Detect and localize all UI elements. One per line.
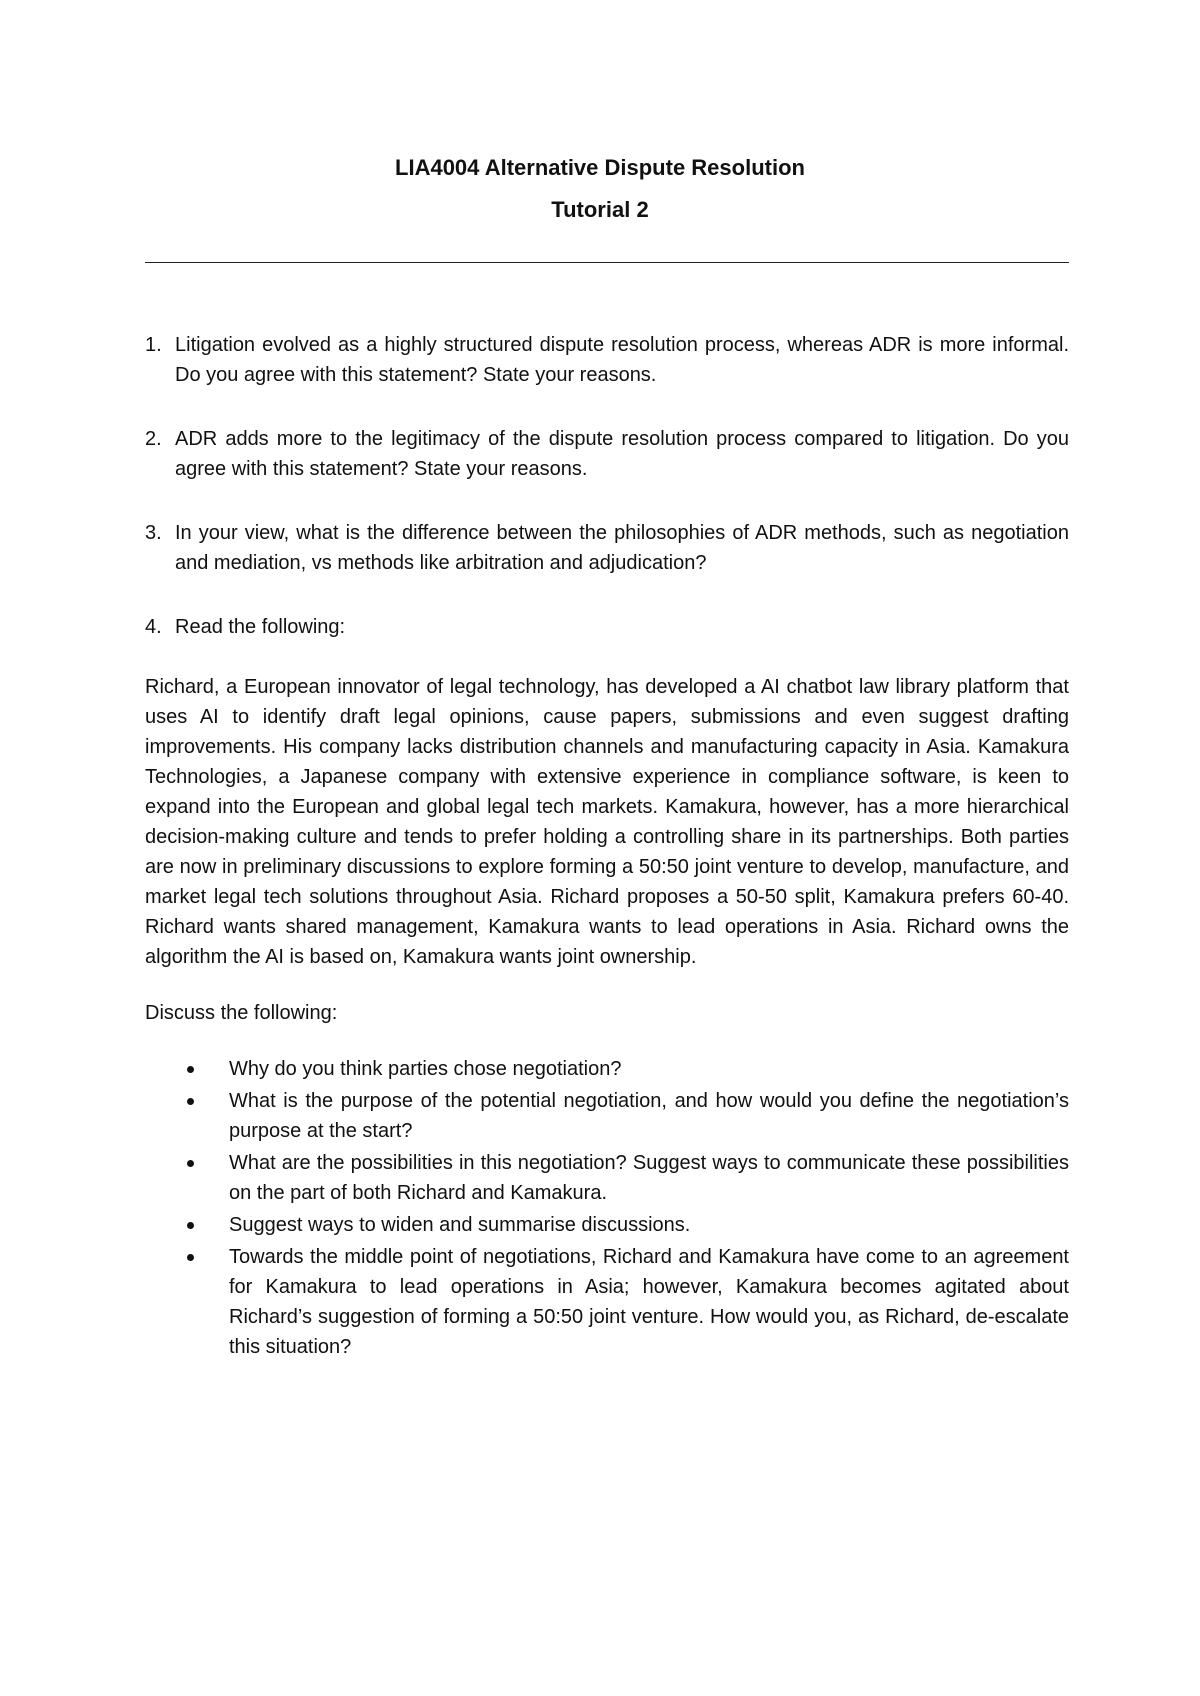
discussion-lead: Discuss the following: bbox=[145, 1002, 338, 1024]
question-text: Litigation evolved as a highly structured dispute resolution process, whereas ADR is more informal. Do you agree with this statement? State your reasons. bbox=[175, 334, 1069, 386]
question-number: 3. bbox=[145, 522, 162, 544]
question-text: In your view, what is the difference between the philosophies of ADR methods, such as negotiation and mediation, vs methods like arbitration and adjudication? bbox=[175, 522, 1069, 574]
bullet-icon bbox=[145, 1210, 229, 1240]
document-subtitle: Tutorial 2 bbox=[551, 197, 649, 222]
list-item bbox=[145, 1210, 1069, 1240]
question-item bbox=[145, 612, 1069, 642]
title-divider bbox=[145, 262, 1069, 263]
question-text: Read the following: bbox=[175, 616, 346, 638]
bullet-icon bbox=[145, 1086, 229, 1146]
document-body bbox=[145, 330, 1069, 1364]
list-item-text: Towards the middle point of negotiations, Richard and Kamakura have come to an agreement for Kamakura to lead operations in Asia; however, Kamakura becomes agitated about Richard’s suggestion of forming a 50:50 joint venture. How would you, as Richard, de-escalate this situation? bbox=[229, 1246, 1069, 1358]
list-item bbox=[145, 1148, 1069, 1208]
bullet-icon bbox=[145, 1054, 229, 1084]
list-item bbox=[145, 1242, 1069, 1362]
question-item bbox=[145, 424, 1069, 484]
list-item-text: What are the possibilities in this negotiation? Suggest ways to communicate these possibilities on the part of both Richard and Kamakura. bbox=[229, 1152, 1069, 1204]
question-item bbox=[145, 518, 1069, 578]
document-title: LIA4004 Alternative Dispute Resolution bbox=[395, 155, 805, 180]
list-item-text: What is the purpose of the potential negotiation, and how would you define the negotiation’s purpose at the start? bbox=[229, 1090, 1069, 1142]
bullet-icon bbox=[145, 1242, 229, 1362]
case-study-paragraph: Richard, a European innovator of legal technology, has developed a AI chatbot law library platform that uses AI to identify draft legal opinions, cause papers, submissions and even suggest drafting improvements. His company lacks distribution channels and manufacturing capacity in Asia. Kamakura Technologies, a Japanese company with extensive experience in compliance software, is keen to expand into the European and global legal tech markets. Kamakura, however, has a more hierarchical decision-making culture and tends to prefer holding a controlling share in its partnerships. Both parties are now in preliminary discussions to explore forming a 50:50 joint venture to develop, manufacture, and market legal tech solutions throughout Asia. Richard proposes a 50-50 split, Kamakura prefers 60-40. Richard wants shared management, Kamakura wants to lead operations in Asia. Richard owns the algorithm the AI is based on, Kamakura wants joint ownership. bbox=[145, 676, 1069, 968]
discussion-list bbox=[145, 1054, 1069, 1362]
question-text: ADR adds more to the legitimacy of the dispute resolution process compared to litigation. Do you agree with this statement? State your reasons. bbox=[175, 428, 1069, 480]
list-item bbox=[145, 1054, 1069, 1084]
bullet-icon bbox=[145, 1148, 229, 1208]
question-number: 1. bbox=[145, 334, 162, 356]
question-number: 4. bbox=[145, 616, 162, 638]
question-item bbox=[145, 330, 1069, 390]
list-item-text: Why do you think parties chose negotiation? bbox=[229, 1058, 622, 1080]
list-item-text: Suggest ways to widen and summarise discussions. bbox=[229, 1214, 691, 1236]
list-item bbox=[145, 1086, 1069, 1146]
question-number: 2. bbox=[145, 428, 162, 450]
